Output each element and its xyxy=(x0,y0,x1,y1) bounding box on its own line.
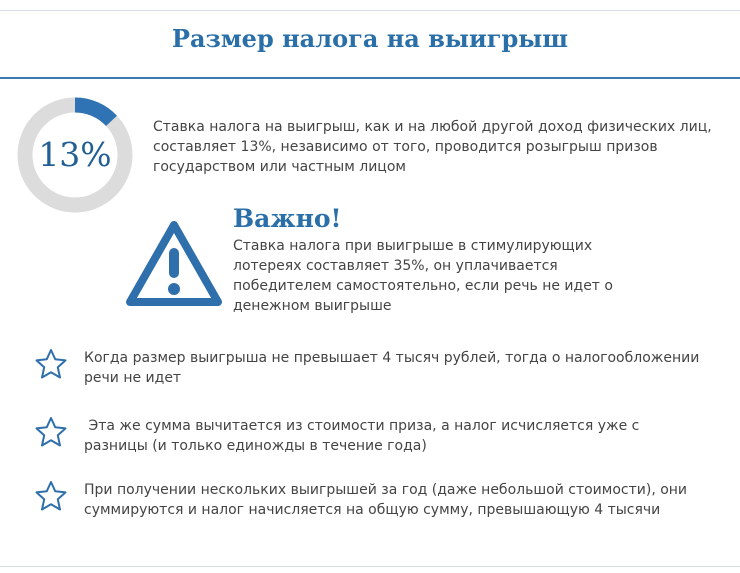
fact-text: При получении нескольких выигрышей за год (даже небольшой стоимости), они суммируются и налог начисляется на общую сумму, превышающую 4 тысячи xyxy=(84,482,692,518)
intro-text: Ставка налога на выигрыш, как и на любой другой доход физических лиц, составляет 13%, независимо от того, проводится розыгрыш призов государством или частным лицом xyxy=(153,119,712,175)
important-text: Ставка налога при выигрыше в стимулирующих лотереях составляет 35%, он уплачивается победителем самостоятельно, если речь не идет о денежном выигрыше xyxy=(233,238,613,314)
star-icon xyxy=(34,348,68,380)
title-divider xyxy=(0,77,740,79)
important-title: Важно! xyxy=(233,204,342,233)
fact-text: Когда размер выигрыша не превышает 4 тысяч рублей, тогда о налогообложении речи не идет xyxy=(84,350,704,386)
rate-value: 13% xyxy=(38,135,112,174)
star-icon xyxy=(34,416,68,448)
page-title: Размер налога на выигрыш xyxy=(171,24,569,53)
warning-triangle-icon xyxy=(124,218,224,310)
star-icon xyxy=(34,480,68,512)
fact-text: Эта же сумма вычитается из стоимости приза, а налог исчисляется уже с разницы (и только единожды в течение года) xyxy=(84,418,644,454)
top-frame-divider xyxy=(0,0,740,11)
